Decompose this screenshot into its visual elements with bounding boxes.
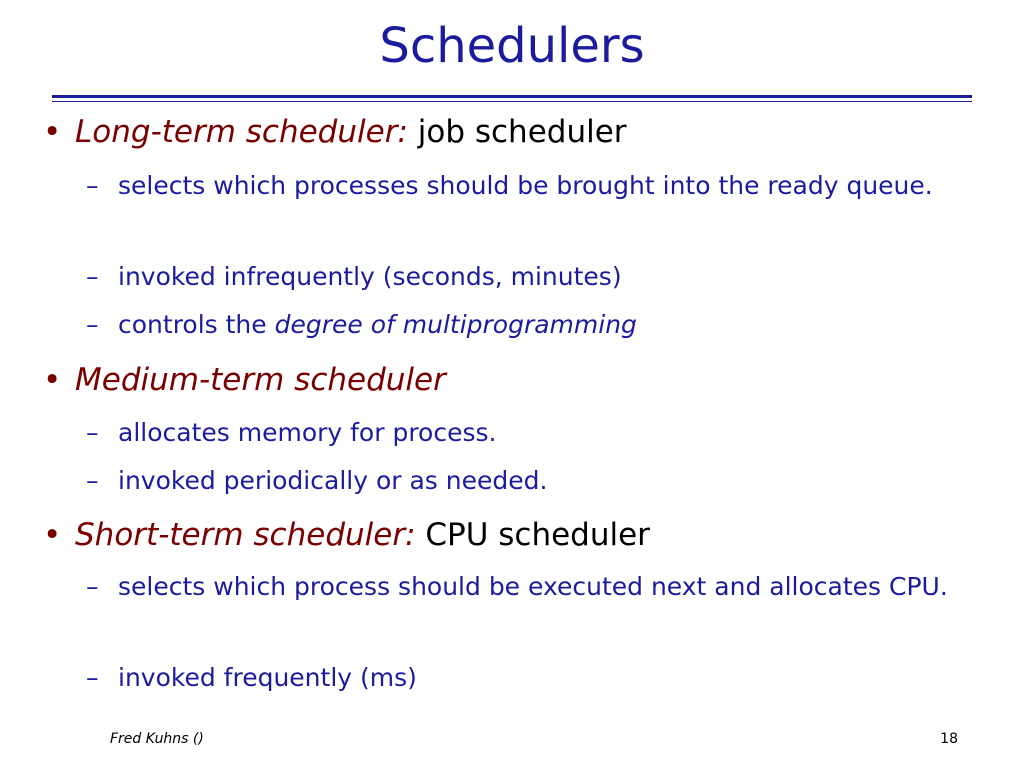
medium-term-term: Medium-term scheduler [75, 362, 446, 398]
long-term-point-2 [86, 258, 958, 296]
footer-author: Fred Kuhns () [110, 731, 204, 747]
dash-marker: – [86, 572, 99, 601]
short-term-point-2-text: invoked frequently (ms) [118, 663, 417, 692]
medium-term-point-2-text: invoked periodically or as needed. [118, 466, 548, 495]
bullet-marker: • [43, 114, 62, 150]
slide-title: Schedulers [379, 18, 645, 74]
long-term-point-3-prefix: controls the [118, 310, 275, 339]
dash-marker: – [86, 663, 99, 692]
long-term-point-1 [86, 167, 958, 205]
short-term-alias: CPU scheduler [415, 517, 650, 553]
short-term-point-1-text: selects which process should be executed next and allocates CPU. [118, 572, 948, 601]
short-term-point-2 [86, 659, 958, 697]
long-term-alias: job scheduler [407, 114, 627, 150]
long-term-point-3 [86, 306, 958, 344]
long-term-point-1-text: selects which processes should be brought into the ready queue. [118, 171, 933, 200]
long-term-point-2-text: invoked infrequently (seconds, minutes) [118, 262, 622, 291]
medium-term-point-1-text: allocates memory for process. [118, 418, 497, 447]
dash-marker: – [86, 310, 99, 339]
short-term-term: Short-term scheduler: [75, 517, 416, 553]
page-number: 18 [940, 731, 958, 747]
bullet-short-term [43, 517, 650, 553]
bullet-marker: • [43, 362, 62, 398]
long-term-term: Long-term scheduler: [75, 114, 408, 150]
short-term-point-1 [86, 568, 958, 606]
dash-marker: – [86, 418, 99, 447]
dash-marker: – [86, 262, 99, 291]
long-term-point-3-emphasis: degree of multiprogramming [274, 310, 637, 339]
medium-term-point-2 [86, 462, 958, 500]
title-divider-thin [52, 101, 972, 102]
bullet-medium-term [43, 362, 446, 398]
bullet-long-term [43, 114, 627, 150]
dash-marker: – [86, 466, 99, 495]
medium-term-point-1 [86, 414, 958, 452]
title-divider-thick [52, 95, 972, 98]
dash-marker: – [86, 171, 99, 200]
bullet-marker: • [43, 517, 62, 553]
